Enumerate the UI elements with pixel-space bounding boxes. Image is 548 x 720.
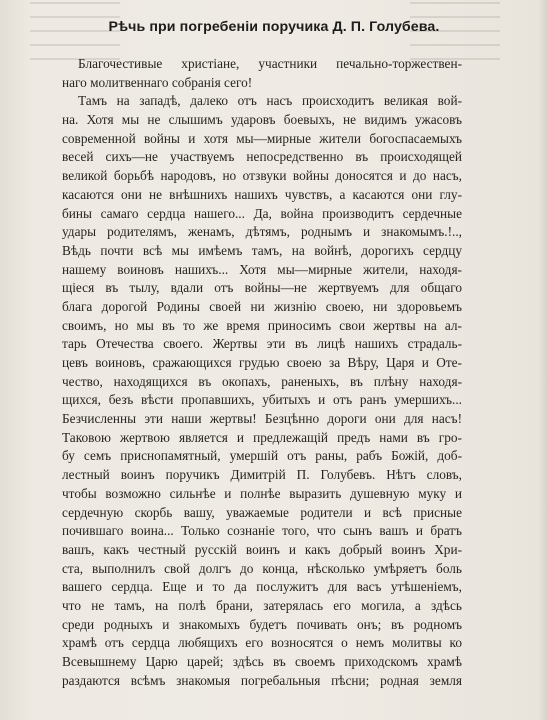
text-line: весей сихъ—не участвуемъ непосредственно въ происходящей — [62, 149, 462, 165]
text-line: Благочестивые христіане, участники печально-торжествен- — [78, 56, 462, 71]
text-line: сердечную скорбь вашу, уважаемые родители и всѣ присные — [62, 504, 462, 520]
text-line: Тамъ на западѣ, далеко отъ насъ происходитъ великая вой- — [78, 93, 462, 109]
text-line: лестный воинъ поручикъ Димитрій П. Голубевъ. Нѣтъ словъ, — [62, 467, 462, 483]
text-line: наго молитвеннаго собранія сего! — [62, 74, 253, 90]
text-line: касаются они не внѣшнихъ нашихъ чувствъ, а касаются они глу- — [62, 186, 462, 202]
text-line: своимъ, но мы въ то же время приносимъ свои жертвы на ал- — [62, 317, 462, 333]
text-line: чтобы возможно сильнѣе и полнѣе выразить душевную муку и — [62, 485, 462, 501]
text-line: удары родителямъ, женамъ, дѣтямъ, роднымъ и знакомымъ.!.., — [62, 224, 462, 240]
body-text — [62, 55, 462, 690]
page-title: Рѣчь при погребеніи поручика Д. П. Голубева. — [108, 19, 440, 35]
text-line: бу семъ приснопамятный, умершій отъ раны, рабъ Божій, доб- — [62, 448, 462, 464]
text-line: великой борьбѣ народовъ, но отзвуки войны доносятся и до насъ, — [62, 168, 462, 184]
text-line: блага дорогой Родины своей ни жизнію своею, ни здоровьемъ — [62, 298, 462, 314]
text-line: чество, находящихся въ окопахъ, раненыхъ, въ плѣну находя- — [62, 373, 462, 389]
text-line: цевъ воиновъ, сражающихся грудью своею за Вѣру, Царя и Оте- — [62, 355, 462, 370]
text-line: щіеся въ тылу, вдали отъ войны—не жертвуемъ для общаго — [62, 280, 462, 296]
text-line: Вѣдь почти всѣ мы имѣемъ тамъ, на войнѣ, дорогихъ сердцу — [62, 242, 462, 258]
text-line: среди родныхъ и знакомыхъ будетъ почивать онъ; въ родномъ — [62, 616, 462, 632]
text-line: тарь Отечества своего. Жертвы эти въ лицѣ нашихъ страдаль- — [62, 336, 462, 352]
text-line: что не тамъ, на полѣ брани, затерялась его могила, а здѣсь — [62, 597, 462, 613]
text-line: Безчисленны эти наши жертвы! Безцѣнно дороги они для насъ! — [62, 411, 462, 427]
text-line: щихся, безъ вѣсти пропавшихъ, убитыхъ и отъ ранъ умершихъ... — [62, 392, 462, 408]
text-line: нашему воиновъ нашихъ... Хотя мы—мирные жители, находя- — [62, 261, 462, 277]
page-edge-shadow — [538, 0, 548, 720]
text-line: Всевышнему Царю царей; здѣсь въ своемъ приходскомъ храмѣ — [62, 654, 462, 669]
text-line: современной войны и хотя мы—мирные жители богоспасаемыхъ — [62, 130, 462, 146]
text-line: ста, выполнилъ свой долгъ до конца, нѣсколько умѣряетъ боль — [62, 560, 462, 576]
text-line: вашего сердца. Еще и то да послужитъ для васъ утѣшеніемъ, — [62, 579, 462, 595]
text-line: храмѣ отъ сердца любящихъ его возносятся о немъ молитвы ко — [62, 635, 462, 651]
text-line: Таковою жертвою является и предлежащій предъ нами въ гро- — [62, 429, 462, 445]
text-line: бины самаго сердца нашего... Да, война производитъ сердечные — [62, 205, 462, 221]
text-line: почившаго воина... Только сознаніе того, что сынъ вашъ и братъ — [62, 523, 462, 539]
text-line: вашъ, какъ честный русскій воинъ и какъ добрый воинъ Хри- — [62, 541, 462, 557]
text-line: на. Хотя мы не слышимъ ударовъ боевыхъ, не видимъ ужасовъ — [62, 112, 462, 128]
text-line: раздаются всѣмъ знакомыя погребальныя пѣсни; родная земля — [62, 672, 462, 688]
